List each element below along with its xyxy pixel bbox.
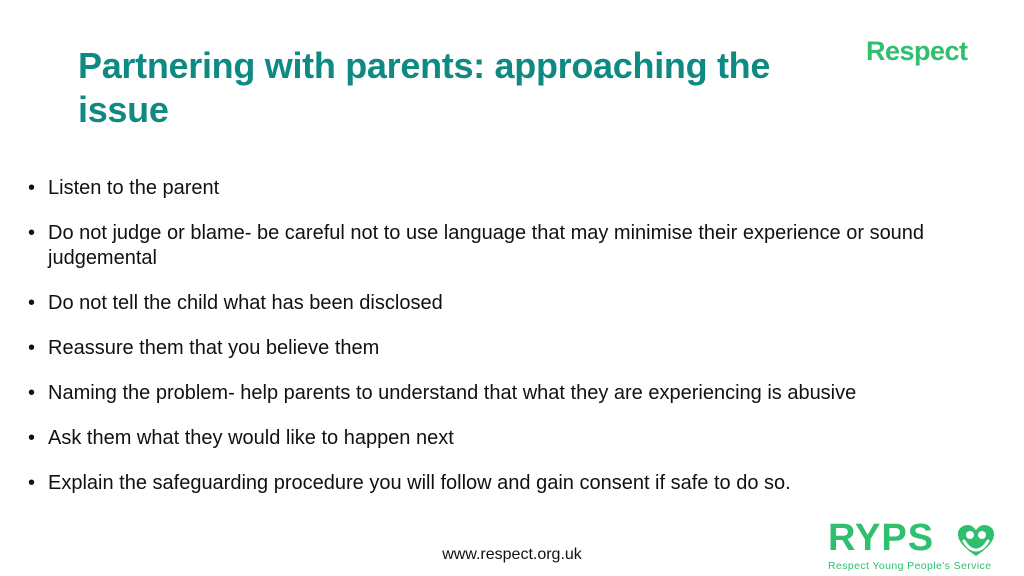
bullet-glyph: • bbox=[28, 427, 36, 449]
bullet-glyph: • bbox=[28, 472, 36, 494]
list-item bbox=[28, 471, 988, 496]
ryps-logo bbox=[828, 517, 1008, 574]
slide-title: Partnering with parents: approaching the issue bbox=[78, 45, 771, 130]
heart-hands-icon bbox=[956, 524, 996, 558]
ryps-logo-text: RYPS bbox=[828, 517, 935, 559]
respect-logo: Respect bbox=[866, 36, 968, 66]
ryps-tagline: Respect Young People's Service bbox=[828, 560, 992, 572]
bullet-glyph: • bbox=[28, 292, 36, 314]
bullet-glyph: • bbox=[28, 177, 36, 199]
bullet-text: Listen to the parent bbox=[48, 177, 220, 199]
bullet-text: Reassure them that you believe them bbox=[48, 337, 380, 359]
list-item bbox=[28, 426, 988, 451]
bullet-text: Naming the problem- help parents to understand that what they are experiencing is abusive bbox=[48, 382, 857, 404]
list-item bbox=[28, 336, 988, 361]
list-item bbox=[28, 176, 988, 201]
bullet-glyph: • bbox=[28, 337, 36, 359]
list-item bbox=[28, 221, 988, 271]
list-item bbox=[28, 381, 988, 406]
footer-url-link[interactable]: www.respect.org.uk bbox=[442, 546, 582, 563]
bullet-glyph: • bbox=[28, 382, 36, 404]
bullet-glyph: • bbox=[28, 222, 36, 244]
bullet-text: Do not tell the child what has been disclosed bbox=[48, 292, 443, 314]
bullet-text: Explain the safeguarding procedure you will follow and gain consent if safe to do so. bbox=[48, 472, 791, 494]
bullet-text: Do not judge or blame- be careful not to use language that may minimise their experience or sound judgemental bbox=[48, 222, 925, 269]
bullet-list bbox=[28, 176, 988, 516]
list-item bbox=[28, 291, 988, 316]
bullet-text: Ask them what they would like to happen next bbox=[48, 427, 454, 449]
